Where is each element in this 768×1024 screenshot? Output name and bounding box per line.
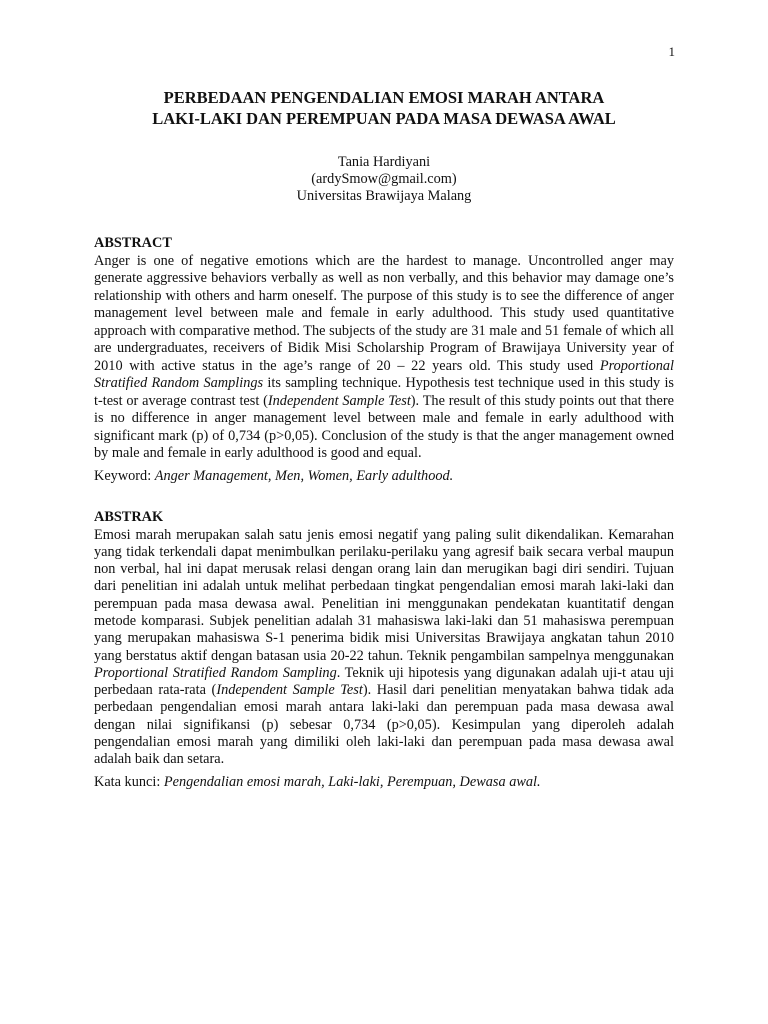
keywords-values: Anger Management, Men, Women, Early adulthood. xyxy=(154,467,454,484)
keywords-label: Keyword: xyxy=(94,467,155,484)
abstrak-italic-sampling: Proportional Stratified Random Sampling xyxy=(94,664,337,681)
paper-title xyxy=(94,87,674,129)
kata-kunci-label: Kata kunci: xyxy=(94,773,164,790)
abstract-heading: ABSTRACT xyxy=(94,235,172,251)
abstrak-body xyxy=(94,527,674,769)
abstrak-italic-test: Independent Sample Test xyxy=(216,682,363,699)
page-number: 1 xyxy=(668,44,675,59)
abstract-english xyxy=(94,235,674,485)
abstract-text-part-2: its sampling technique. Hypothesis test technique used in this study is t-test or average contrast test ( xyxy=(94,375,674,409)
author-name: Tania Hardiyani xyxy=(337,154,431,170)
abstract-indonesian xyxy=(94,509,674,791)
abstract-italic-test: Independent Sample Test xyxy=(267,392,411,409)
abstract-italic-sampling: Proportional Stratified Random Samplings xyxy=(94,357,674,391)
abstrak-keywords xyxy=(94,774,674,792)
abstract-keywords xyxy=(94,468,674,486)
abstrak-text-part-1: Emosi marah merupakan salah satu jenis emosi negatif yang paling sulit dikendalikan. Kemarahan yang tidak terkendali dapat menimbulkan perilaku-perilaku yang agresif baik secara verbal maupun non verbal, hal ini dapat merusak relasi dengan orang lain dan merugikan bagi diri sendiri. Tujuan dari penelitian ini adalah untuk melihat perbedaan tingkat pengendalian emosi marah laki-laki dan perempuan pada masa dewasa awal. Penelitian ini menggunakan pendekatan kuantitatif dengan metode komparasi. Subjek penelitian adalah 31 mahasiswa laki-laki dan 51 mahasiswa perempuan yang merupakan mahasiswa S-1 penerima bidik misi Universitas Brawijaya angkatan tahun 2010 yang berstatus aktif dengan batasan usia 20-22 tahun. Teknik pengambilan sampelnya menggunakan xyxy=(94,526,674,664)
paper-title-line-2: LAKI-LAKI DAN PEREMPUAN PADA MASA DEWASA AWAL xyxy=(152,109,616,128)
paper-title-line-1: PERBEDAAN PENGENDALIAN EMOSI MARAH ANTARA xyxy=(163,88,605,107)
abstrak-heading: ABSTRAK xyxy=(94,509,164,525)
abstrak-text-part-3: ). Hasil dari penelitian menyatakan bahwa tidak ada perbedaan pengendalian emosi marah antara laki-laki dan perempuan pada masa dewasa awal dengan nilai signifikansi (p) sebesar 0,734 (p>0,05). Kesimpulan yang diperoleh adalah pengendalian emosi marah yang dimiliki oleh laki-laki dan perempuan pada masa dewasa awal adalah baik dan setara. xyxy=(94,682,674,768)
author-block xyxy=(94,154,674,205)
abstract-text-part-3: ). The result of this study points out that there is no difference in anger management level between male and female in early adulthood with significant mark (p) of 0,734 (p>0,05). Conclusion of the study is that the anger management owned by male and female in early adulthood is good and equal. xyxy=(94,392,674,461)
author-affiliation: Universitas Brawijaya Malang xyxy=(296,188,472,204)
abstract-body xyxy=(94,253,674,463)
abstract-text-part-1: Anger is one of negative emotions which are the hardest to manage. Uncontrolled anger may generate aggressive behaviors verbally as well as non verbally, and this behavior may damage one’s relationship with others and harm oneself. The purpose of this study is to see the difference of anger management level between male and female in early adulthood. This study used quantitative approach with comparative method. The subjects of the study are 31 male and 51 female of which all are undergraduates, receivers of Bidik Misi Scholarship Program of Brawijaya University year of 2010 with active status in the age’s range of 20 – 22 years old. This study used xyxy=(94,252,674,374)
author-email: (ardySmow@gmail.com) xyxy=(311,171,457,187)
kata-kunci-values: Pengendalian emosi marah, Laki-laki, Perempuan, Dewasa awal. xyxy=(163,773,541,790)
abstrak-text-part-2: . Teknik uji hipotesis yang digunakan adalah uji-t atau uji perbedaan rata-rata ( xyxy=(94,664,674,699)
